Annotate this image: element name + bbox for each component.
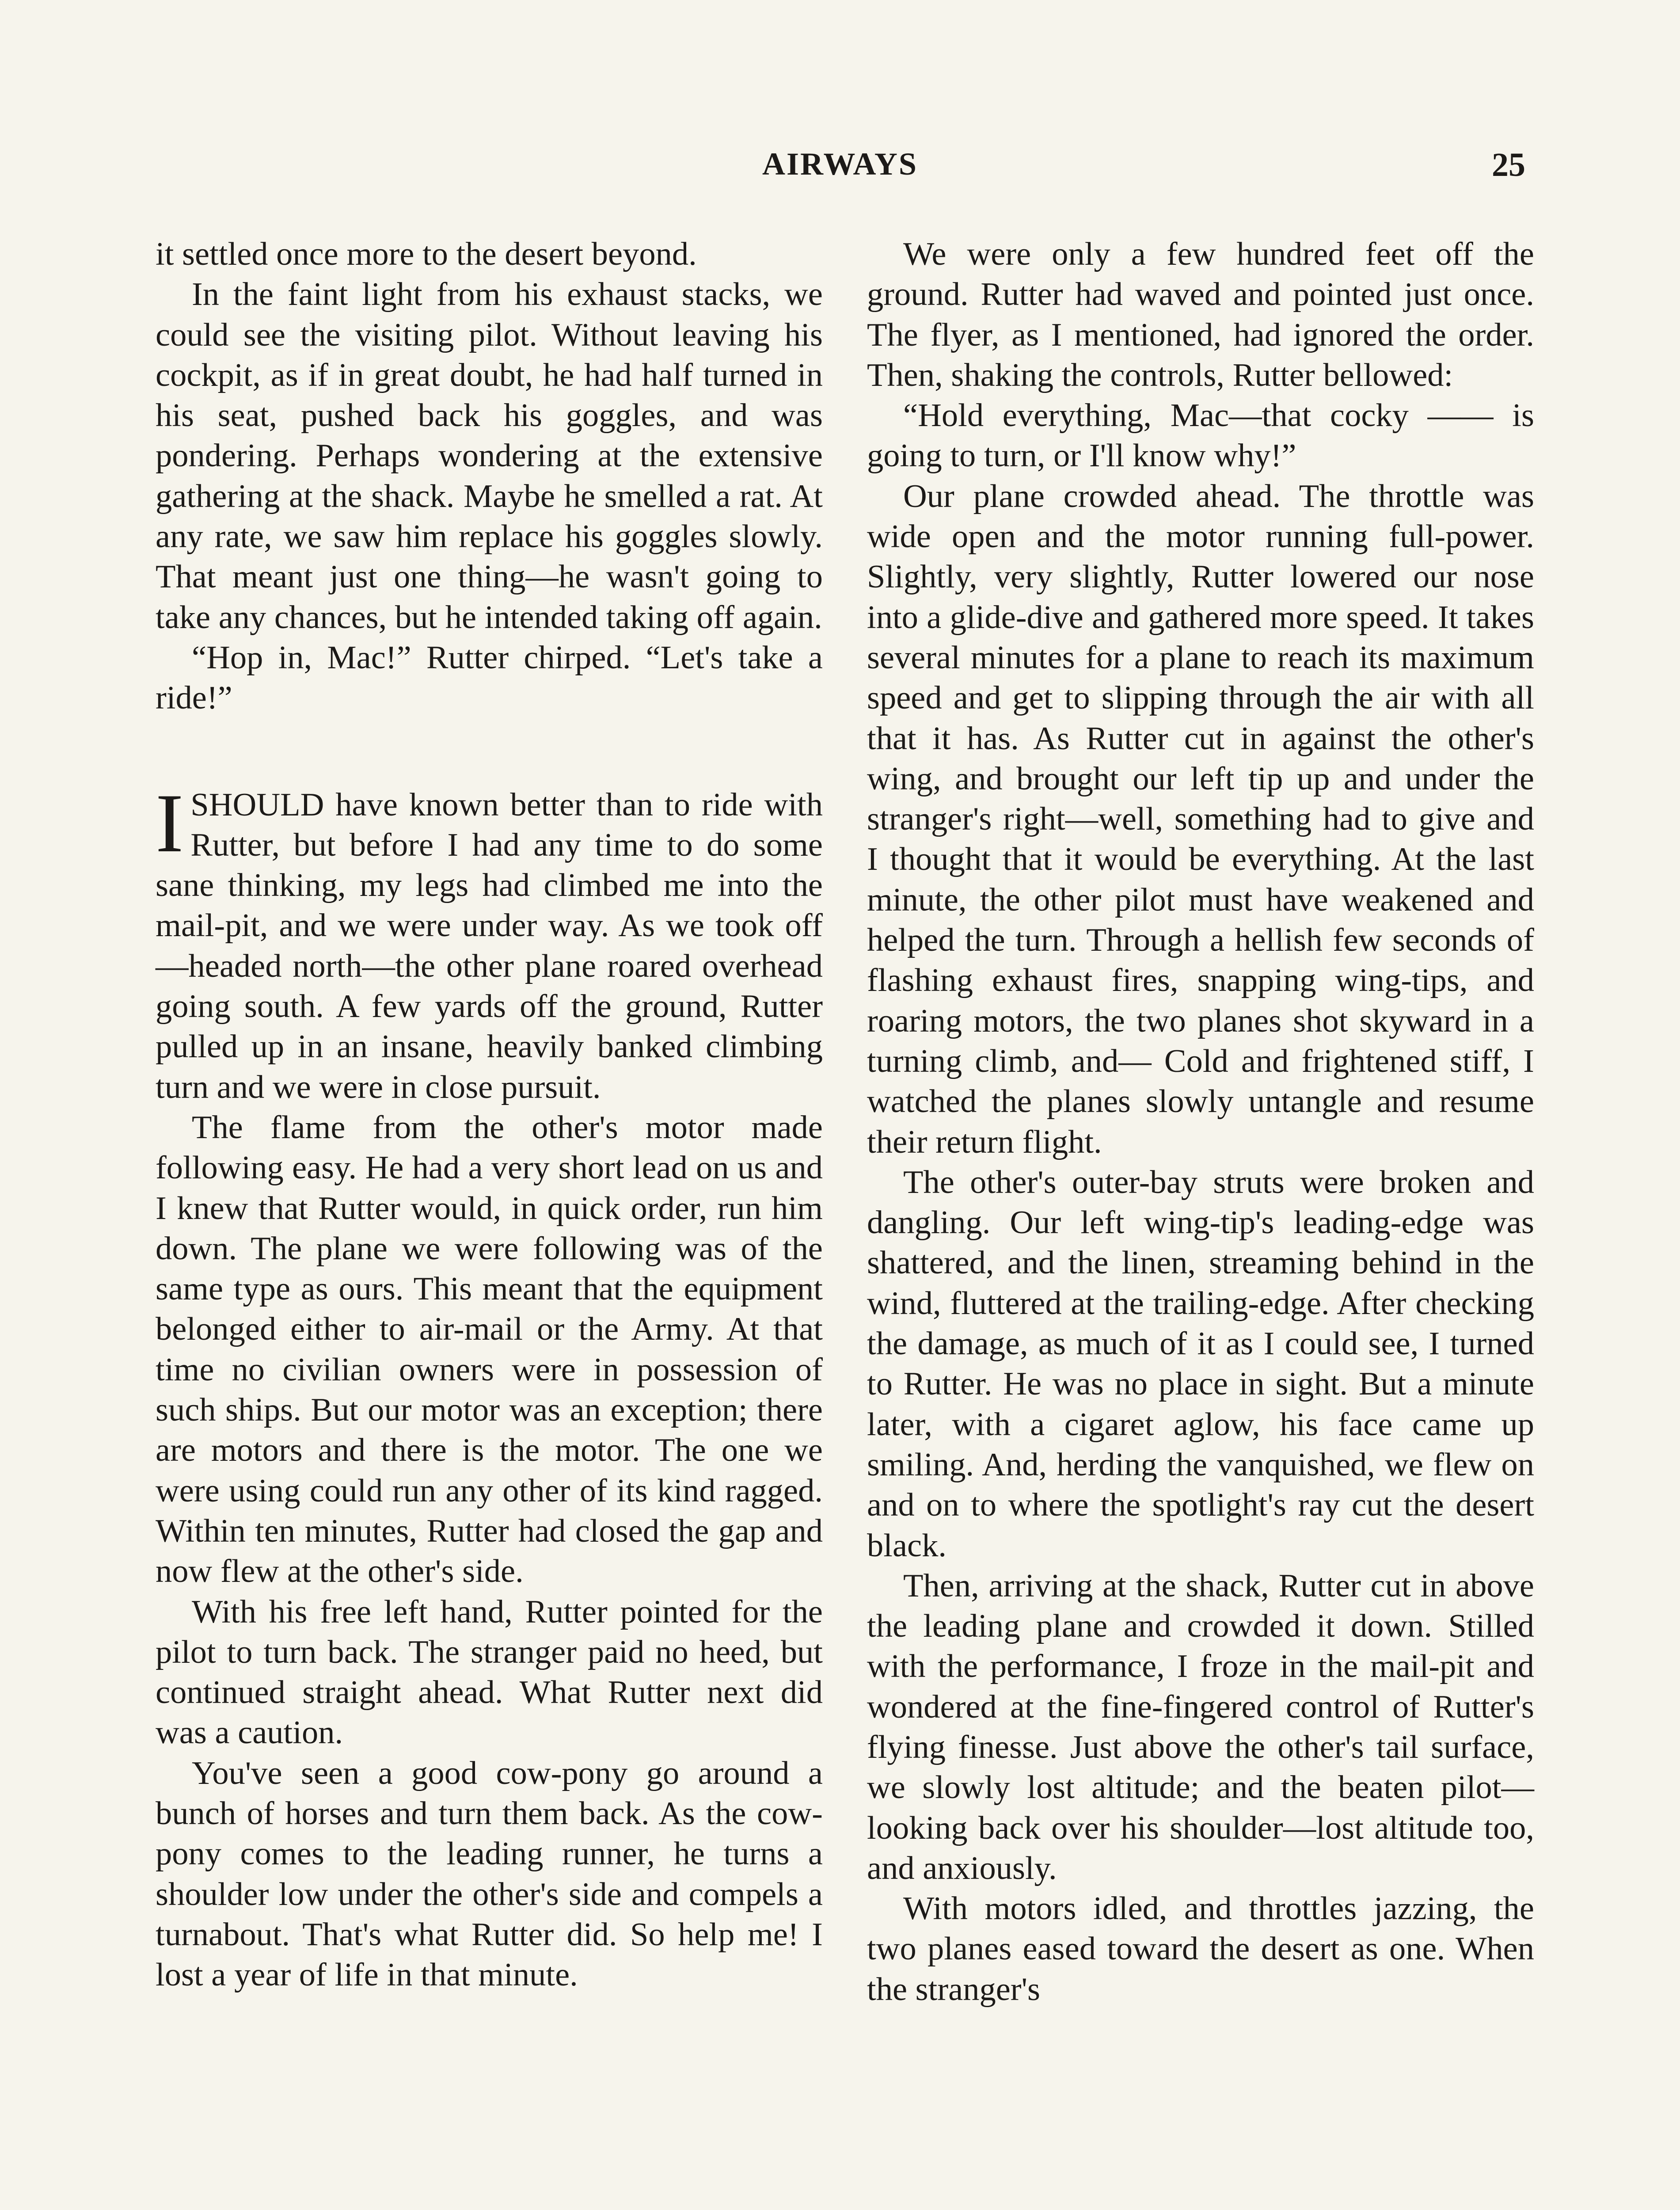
section-opening-text: SHOULD have known better than to ride with Rutter, but before I had any time to do some sane thinking, my legs had climbed me into the mail-pit, and we were under way. As we took off—headed north—the other plane roared overhead going south. A few yards off the ground, Rutter pulled up in an insane, heavily banked climbing turn and we were in close pursuit. xyxy=(156,786,823,1105)
running-head: AIRWAYS xyxy=(762,146,918,182)
page-number: 25 xyxy=(1492,146,1525,183)
paragraph: “Hold everything, Mac—that cocky —— is going to turn, or I'll know why!” xyxy=(867,397,1534,474)
section-opening-paragraph xyxy=(156,777,823,1108)
paragraph: “Hop in, Mac!” Rutter chirped. “Let's take a ride!” xyxy=(156,639,823,716)
paragraph: In the faint light from his exhaust stacks, we could see the visiting pilot. Without leaving his cockpit, as if in great doubt, he had half turned in his seat, pushed back his goggles, and was pondering. Perhaps wondering at the extensive gathering at the shack. Maybe he smelled a rat. At any rate, we saw him replace his goggles slowly. That meant just one thing—he wasn't going to take any chances, but he intended taking off again. xyxy=(156,276,823,636)
paragraph: We were only a few hundred feet off the ground. Rutter had waved and pointed just once. The flyer, as I mentioned, had ignored the order. Then, shaking the controls, Rutter bellowed: xyxy=(867,236,1534,393)
paragraph: The flame from the other's motor made following easy. He had a very short lead on us and I knew that Rutter would, in quick order, run him down. The plane we were following was of the same type as ours. This meant that the equipment belonged either to air-mail or the Army. At that time no civilian owners were in possession of such ships. But our motor was an exception; there are motors and there is the motor. The one we were using could run any other of its kind ragged. Within ten minutes, Rutter had closed the gap and now flew at the other's side. xyxy=(156,1109,823,1590)
paragraph: With motors idled, and throttles jazzing, the two planes eased toward the desert as one. When the stranger's xyxy=(867,1890,1534,2008)
paragraph: With his free left hand, Rutter pointed for the pilot to turn back. The stranger paid no heed, but continued straight ahead. What Rutter next did was a caution. xyxy=(156,1593,823,1751)
right-column xyxy=(867,234,1534,2010)
paragraph: Our plane crowded ahead. The throttle was wide open and the motor running full-power. Slightly, very slightly, Rutter lowered our nose into a glide-dive and gathered more speed. It takes several minutes for a plane to reach its maximum speed and get to slipping through the air with all that it has. As Rutter cut in against the other's wing, and brought our left tip up and under the stranger's right—well, something had to give and I thought that it would be everything. At the last minute, the other pilot must have weakened and helped the turn. Through a hellish few seconds of flashing exhaust fires, snapping wing-tips, and roaring motors, the two planes shot skyward in a turning climb, and— Cold and frightened stiff, I watched the planes slowly untangle and resume their return flight. xyxy=(867,478,1534,1160)
paragraph: The other's outer-bay struts were broken and dangling. Our left wing-tip's leading-edge was shattered, and the linen, streaming behind in the wind, fluttered at the trailing-edge. After checking the damage, as much of it as I could see, I turned to Rutter. He was no place in sight. But a minute later, with a cigaret aglow, his face came up smiling. And, herding the vanquished, we flew on and on to where the spotlight's ray cut the desert black. xyxy=(867,1164,1534,1564)
page-header xyxy=(0,146,1680,194)
drop-cap: I xyxy=(156,777,184,870)
paragraph: it settled once more to the desert beyond. xyxy=(156,236,697,272)
paragraph: Then, arriving at the shack, Rutter cut in above the leading plane and crowded it down. Stilled with the performance, I froze in the mail-pit and wondered at the fine-fingered control of Rutter's flying finesse. Just above the other's tail surface, we slowly lost altitude; and the beaten pilot—looking back over his shoulder—lost altitude too, and anxiously. xyxy=(867,1567,1534,1886)
paragraph: You've seen a good cow-pony go around a bunch of horses and turn them back. As the cow-pony comes to the leading runner, he turns a shoulder low under the other's side and compels a turnabout. That's what Rutter did. So help me! I lost a year of life in that minute. xyxy=(156,1755,823,1993)
left-column xyxy=(156,234,823,1995)
